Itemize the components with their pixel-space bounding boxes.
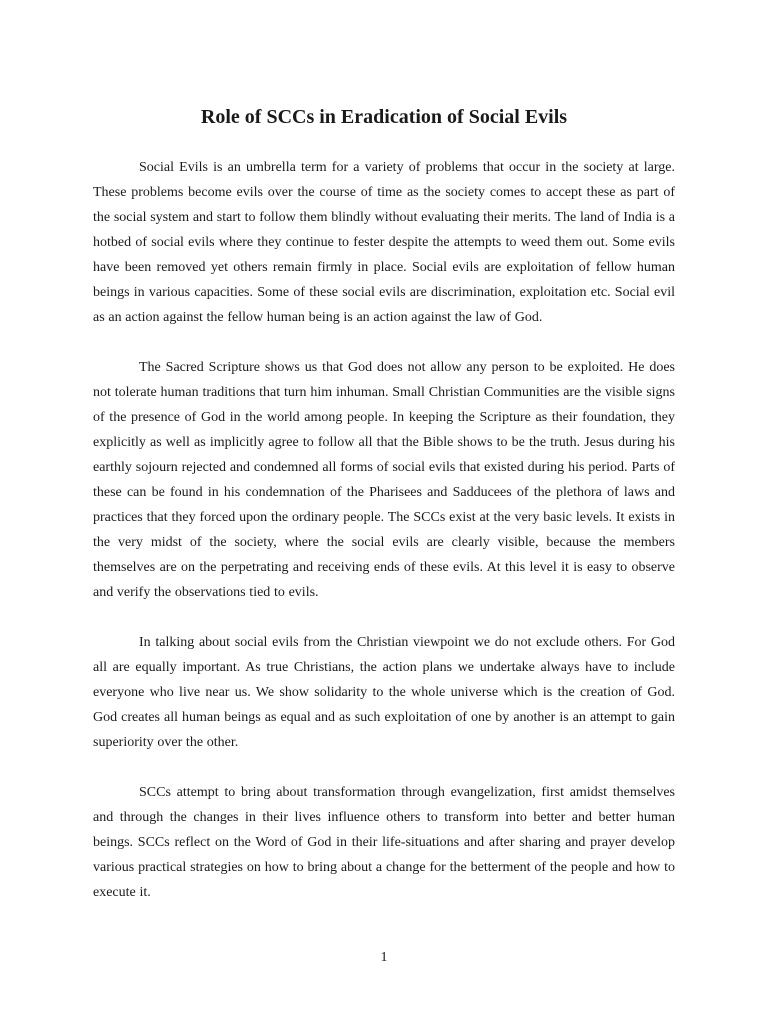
page-number: 1	[380, 950, 388, 965]
paragraph-4: SCCs attempt to bring about transformation through evangelization, first amidst themselves and through the changes in their lives influence others to transform into better and better human beings. SCCs reflect on the Word of God in their life-situations and after sharing and prayer develop various practical strategies on how to bring about a change for the betterment of the people and how to execute it.	[93, 785, 675, 900]
paragraph-2: The Sacred Scripture shows us that God does not allow any person to be exploited. He does not tolerate human traditions that turn him inhuman. Small Christian Communities are the visible signs of the presence of God in the world among people. In keeping the Scripture as their foundation, they explicitly as well as implicitly agree to follow all that the Bible shows to be the truth. Jesus during his earthly sojourn rejected and condemned all forms of social evils that existed during his period. Parts of these can be found in his condemnation of the Pharisees and Sadducees of the plethora of laws and practices that they forced upon the ordinary people. The SCCs exist at the very basic levels. It exists in the very midst of the society, where the social evils are clearly visible, because the members themselves are on the perpetrating and receiving ends of these evils. At this level it is easy to observe and verify the observations tied to evils.	[93, 360, 675, 600]
paragraph-3: In talking about social evils from the Christian viewpoint we do not exclude others. For God all are equally important. As true Christians, the action plans we undertake always have to include everyone who live near us. We show solidarity to the whole universe which is the creation of God. God creates all human beings as equal and as such exploitation of one by another is an attempt to gain superiority over the other.	[93, 635, 675, 750]
paragraph-1: Social Evils is an umbrella term for a variety of problems that occur in the society at large. These problems become evils over the course of time as the society comes to accept these as part of the social system and start to follow them blindly without evaluating their merits. The land of India is a hotbed of social evils where they continue to fester despite the attempts to weed them out. Some evils have been removed yet others remain firmly in place. Social evils are exploitation of fellow human beings in various capacities. Some of these social evils are discrimination, exploitation etc. Social evil as an action against the fellow human being is an action against the law of God.	[93, 160, 675, 325]
document-body	[93, 155, 675, 930]
document-title: Role of SCCs in Eradication of Social Evils	[200, 106, 568, 128]
